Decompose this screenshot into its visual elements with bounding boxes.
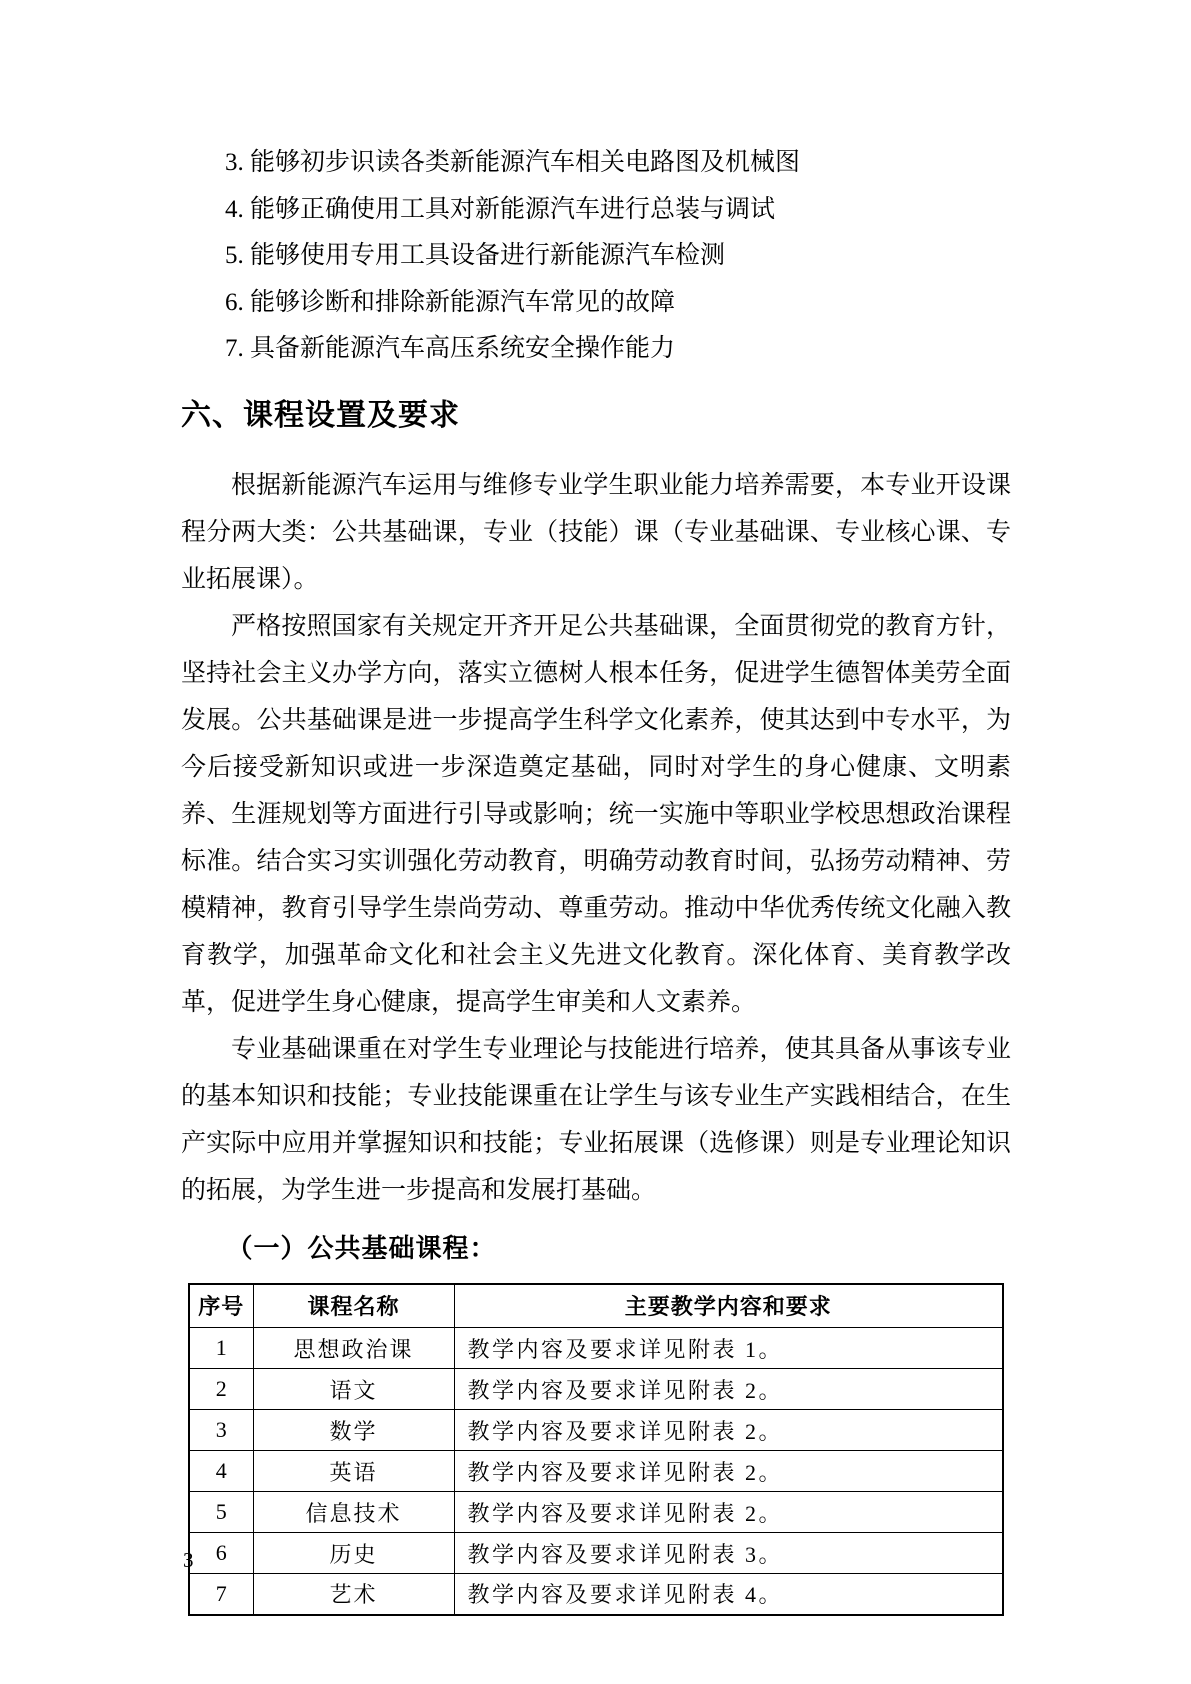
course-name: 英语 [253,1451,454,1492]
course-content: 教学内容及要求详见附表 4。 [454,1574,1003,1615]
course-name: 语文 [253,1369,454,1410]
course-content: 教学内容及要求详见附表 1。 [454,1328,1003,1369]
row-index: 3 [189,1410,253,1451]
ability-list [181,140,1011,373]
table-row [189,1533,1003,1574]
table-row [189,1410,1003,1451]
list-item: 7. 具备新能源汽车高压系统安全操作能力 [225,335,676,362]
course-name: 数学 [253,1410,454,1451]
list-item: 4. 能够正确使用工具对新能源汽车进行总装与调试 [225,195,776,223]
course-name: 思想政治课 [253,1328,454,1369]
table-row [189,1451,1003,1492]
column-header-index: 序号 [189,1284,253,1328]
list-item: 5. 能够使用专用工具设备进行新能源汽车检测 [225,242,726,269]
course-table-head [189,1284,1003,1328]
table-row [189,1328,1003,1369]
course-content: 教学内容及要求详见附表 2。 [454,1410,1003,1451]
column-header-course-name: 课程名称 [253,1284,454,1328]
course-name: 艺术 [253,1574,454,1615]
row-index: 2 [189,1369,253,1410]
row-index: 7 [189,1574,253,1615]
row-index: 4 [189,1451,253,1492]
paragraph: 根据新能源汽车运用与维修专业学生职业能力培养需要，本专业开设课程分两大类：公共基础课，专业（技能）课（专业基础课、专业核心课、专业拓展课）。 [181,471,1011,593]
course-content: 教学内容及要求详见附表 2。 [454,1369,1003,1410]
row-index: 1 [189,1328,253,1369]
page-content [181,140,1011,1616]
row-index: 5 [189,1492,253,1533]
page-number: 3 [183,1548,194,1572]
course-content: 教学内容及要求详见附表 2。 [454,1492,1003,1533]
section-heading: 六、课程设置及要求 [181,398,460,432]
table-row [189,1369,1003,1410]
course-name: 历史 [253,1533,454,1574]
course-table [188,1283,1004,1616]
table-row [189,1574,1003,1615]
course-content: 教学内容及要求详见附表 3。 [454,1533,1003,1574]
row-index: 6 [189,1533,253,1574]
paragraph: 专业基础课重在对学生专业理论与技能进行培养，使其具备从事该专业的基本知识和技能；专业技能课重在让学生与该专业生产实践相结合，在生产实际中应用并掌握知识和技能；专业拓展课（选修课）则是专业理论知识的拓展，为学生进一步提高和发展打基础。 [181,1035,1011,1204]
subsection-heading: （一）公共基础课程： [226,1233,497,1263]
course-table-body [189,1328,1003,1615]
table-row [189,1492,1003,1533]
list-item: 6. 能够诊断和排除新能源汽车常见的故障 [225,288,676,316]
list-item: 3. 能够初步识读各类新能源汽车相关电路图及机械图 [225,149,801,176]
column-header-content: 主要教学内容和要求 [454,1284,1003,1328]
paragraph: 严格按照国家有关规定开齐开足公共基础课，全面贯彻党的教育方针，坚持社会主义办学方向，落实立德树人根本任务，促进学生德智体美劳全面发展。公共基础课是进一步提高学生科学文化素养，使其达到中专水平，为今后接受新知识或进一步深造奠定基础，同时对学生的身心健康、文明素养、生涯规划等方面进行引导或影响；统一实施中等职业学校思想政治课程标准。结合实习实训强化劳动教育，明确劳动教育时间，弘扬劳动精神、劳模精神，教育引导学生崇尚劳动、尊重劳动。推动中华优秀传统文化融入教育教学，加强革命文化和社会主义先进文化教育。深化体育、美育教学改革，促进学生身心健康，提高学生审美和人文素养。 [181,612,1011,1016]
course-content: 教学内容及要求详见附表 2。 [454,1451,1003,1492]
course-name: 信息技术 [253,1492,454,1533]
table-header-row [189,1284,1003,1328]
